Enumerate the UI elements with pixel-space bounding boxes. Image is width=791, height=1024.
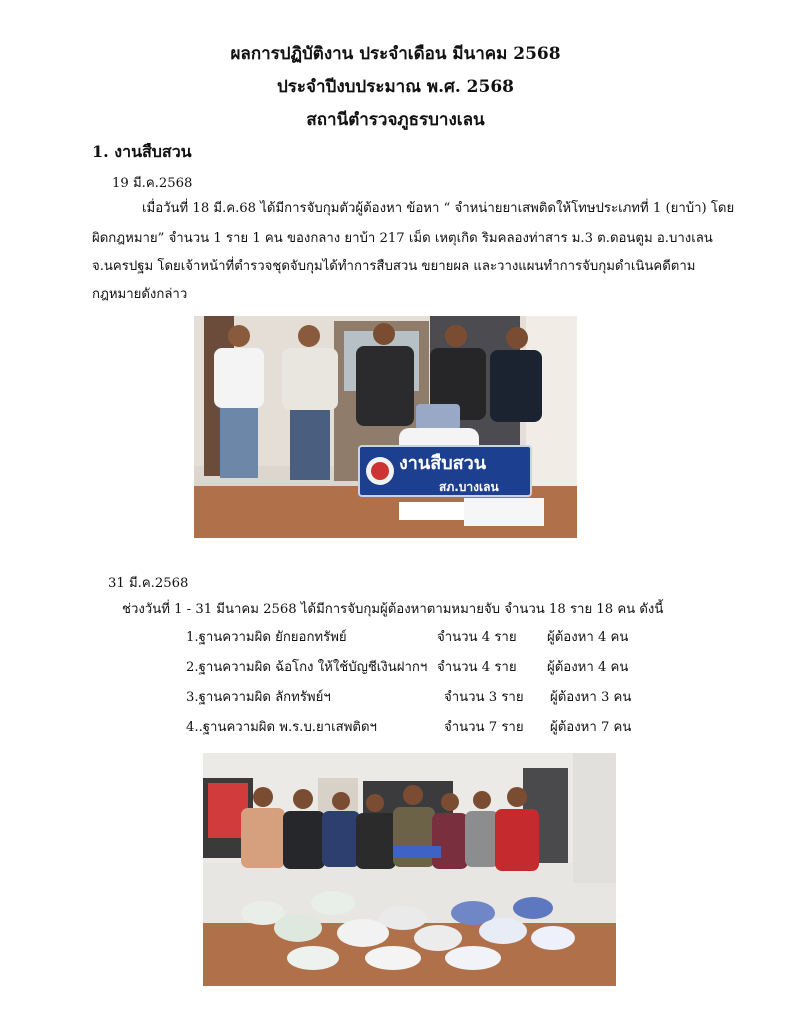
entry-date: 19 มี.ค.2568 <box>112 176 193 191</box>
fiscal-year-title: ประจำปีงบประมาณ พ.ศ. 2568 <box>276 77 514 97</box>
offense-count: จำนวน 3 ราย <box>444 690 524 705</box>
entry-text-line: กฎหมายดังกล่าว <box>92 287 188 302</box>
entry-summary: ช่วงวันที่ 1 - 31 มีนาคม 2568 ได้มีการจับกุมผู้ต้องหาตามหมายจับ จำนวน 18 ราย 18 คน ดังนี้ <box>122 602 664 617</box>
station-title: สถานีตำรวจภูธรบางเลน <box>306 110 485 130</box>
offense-item: 1.ฐานความผิด ยักยอกทรัพย์ <box>186 630 347 645</box>
offense-suspects: ผู้ต้องหา 3 คน <box>550 690 632 705</box>
police-sign <box>359 446 531 496</box>
report-title: ผลการปฏิบัติงาน ประจำเดือน มีนาคม 2568 <box>230 44 561 64</box>
offense-item: 4..ฐานความผิด พ.ร.บ.ยาเสพติดฯ <box>186 720 377 735</box>
offense-item: 2.ฐานความผิด ฉ้อโกง ให้ใช้บัญชีเงินฝากฯ <box>186 660 428 675</box>
sign-text-1: งานสืบสวน <box>399 453 487 474</box>
offense-count: จำนวน 4 ราย <box>437 660 517 675</box>
entry-text-line: เมื่อวันที่ 18 มี.ค.68 ได้มีการจับกุมตัวผู้ต้องหา ข้อหา “ จำหน่ายยาเสพติดให้โทษประเภทที่ 1 (ยาบ้า) โดย <box>142 201 735 216</box>
offense-suspects: ผู้ต้องหา 4 คน <box>547 660 629 675</box>
arrest-photo-1 <box>194 316 577 538</box>
offense-suspects: ผู้ต้องหา 4 คน <box>547 630 629 645</box>
sign-text-2: สภ.บางเลน <box>439 480 499 494</box>
entry-text-line: ผิดกฎหมาย” จำนวน 1 ราย 1 คน ของกลาง ยาบ้า 217 เม็ด เหตุเกิด ริมคลองท่าสาร ม.3 ต.ดอนตูม อ.บางเลน <box>92 231 713 246</box>
offense-count: จำนวน 4 ราย <box>437 630 517 645</box>
entry-date: 31 มี.ค.2568 <box>108 576 189 591</box>
entry-text-line: จ.นครปฐม โดยเจ้าหน้าที่ตำรวจชุดจับกุมได้ทำการสืบสวน ขยายผล และวางแผนทำการจับกุมดำเนินคดีตาม <box>92 259 696 274</box>
arrest-photo-2 <box>203 753 616 986</box>
section-heading: 1. งานสืบสวน <box>92 142 192 161</box>
offense-suspects: ผู้ต้องหา 7 คน <box>550 720 632 735</box>
offense-count: จำนวน 7 ราย <box>444 720 524 735</box>
offense-item: 3.ฐานความผิด ลักทรัพย์ฯ <box>186 690 331 705</box>
